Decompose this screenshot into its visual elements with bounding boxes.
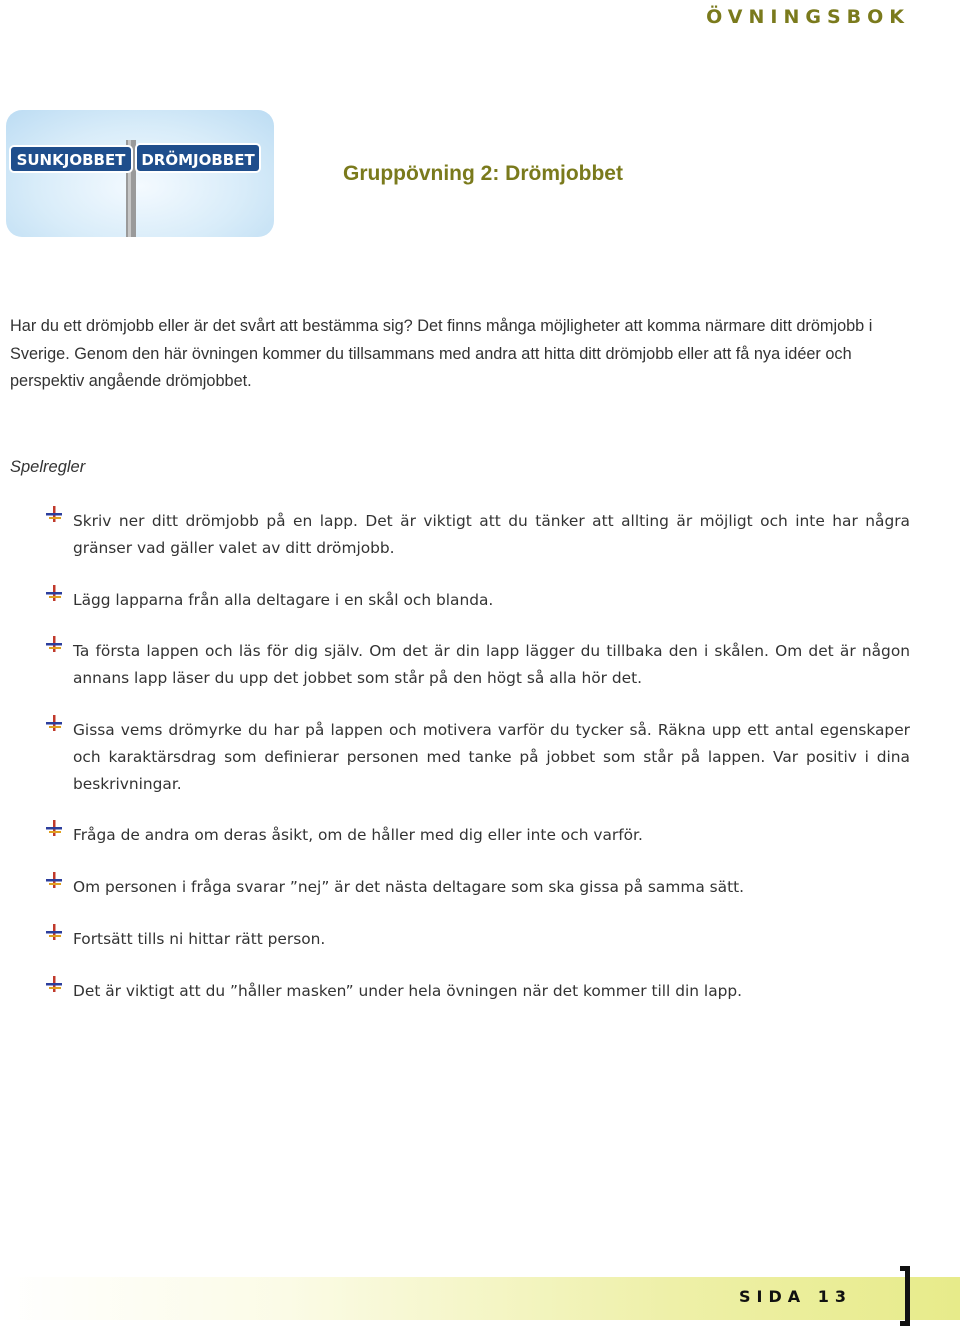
rule-text: Skriv ner ditt drömjobb på en lapp. Det är viktigt att du tänker att allting är möjligt och inte har några gränser vad gäller valet av ditt drömjobb. bbox=[73, 512, 910, 557]
bullet-icon bbox=[44, 583, 64, 603]
rule-text: Fortsätt tills ni hittar rätt person. bbox=[73, 930, 326, 948]
footer-bracket-icon bbox=[900, 1266, 910, 1326]
bullet-icon bbox=[44, 634, 64, 654]
bullet-icon bbox=[44, 504, 64, 524]
list-item bbox=[44, 874, 910, 901]
bullet-icon bbox=[44, 922, 64, 942]
sign-right-text: DRÖMJOBBET bbox=[141, 151, 255, 169]
list-item bbox=[44, 926, 910, 953]
section-heading: Spelregler bbox=[10, 458, 86, 476]
rule-text: Lägg lapparna från alla deltagare i en skål och blanda. bbox=[73, 591, 494, 609]
rule-text: Det är viktigt att du ”håller masken” under hela övningen när det kommer till din lapp. bbox=[73, 982, 743, 1000]
sign-left-text: SUNKJOBBET bbox=[16, 151, 126, 169]
bullet-icon bbox=[44, 713, 64, 733]
list-item bbox=[44, 638, 910, 692]
header-title: ÖVNINGSBOK bbox=[706, 6, 910, 28]
list-item bbox=[44, 587, 910, 614]
list-item bbox=[44, 508, 910, 562]
list-item bbox=[44, 978, 910, 1005]
signpost-image bbox=[6, 110, 274, 237]
intro-paragraph: Har du ett drömjobb eller är det svårt att bestämma sig? Det finns många möjligheter att komma närmare ditt drömjobb i Sverige. Genom den här övningen kommer du tillsammans med andra att hitta ditt drömjobb eller att få nya idéer och perspektiv angående drömjobbet. bbox=[10, 317, 873, 390]
bullet-icon bbox=[44, 870, 64, 890]
page-title: Gruppövning 2: Drömjobbet bbox=[343, 162, 623, 185]
bullet-icon bbox=[44, 974, 64, 994]
bullet-icon bbox=[44, 818, 64, 838]
list-item bbox=[44, 717, 910, 798]
rule-text: Om personen i fråga svarar ”nej” är det nästa deltagare som ska gissa på samma sätt. bbox=[73, 878, 745, 896]
rule-text: Ta första lappen och läs för dig själv. Om det är din lapp lägger du tillbaka den i skålen. Om det är någon annans lapp läser du upp det jobbet som står på den högt så alla hör det. bbox=[73, 642, 910, 687]
rule-text: Fråga de andra om deras åsikt, om de håller med dig eller inte och varför. bbox=[73, 826, 643, 844]
rule-text: Gissa vems drömyrke du har på lappen och motivera varför du tycker så. Räkna upp ett antal egenskaper och karaktärsdrag som definierar personen med tanke på jobbet som står på lappen. Var positiv i dina beskrivningar. bbox=[73, 721, 910, 793]
page-number: SIDA 13 bbox=[739, 1287, 852, 1306]
list-item bbox=[44, 822, 910, 849]
